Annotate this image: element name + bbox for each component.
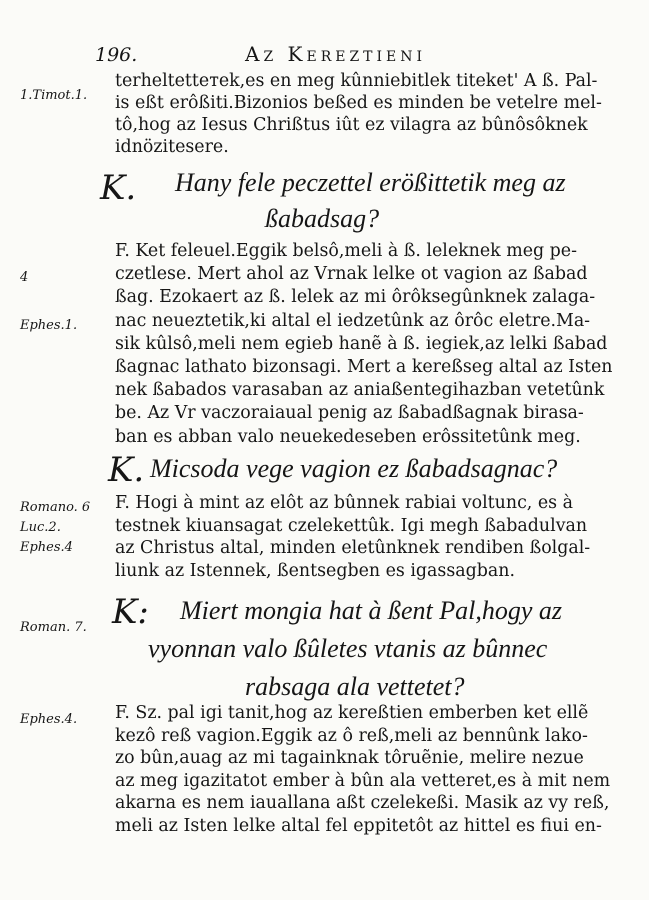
- margin-reference: Luc.2.: [20, 520, 61, 535]
- answer-line: F. Hogi à mint az elôt az bûnnek rabiai voltunc, es à: [115, 493, 573, 513]
- question-line: ßabadsag?: [265, 204, 380, 233]
- question-marker: K:: [112, 592, 149, 632]
- text-line: tô,hog az Iesus Chrißtus iût ez vilagra az bûnôsôknek: [115, 115, 588, 135]
- text-line: idnözitesere.: [115, 137, 229, 157]
- answer-line: nac neueztetik,ki altal el iedzetûnk az ôrôc eletre.Ma-: [115, 310, 591, 331]
- answer-line: be. Az Vr vaczoraiaual penig az ßabadßagnak birasa-: [115, 403, 584, 424]
- answer-line: sik kûlsô,meli nem egieb hanẽ à ß. iegiek,az lelki ßabad: [115, 333, 608, 354]
- margin-reference: Ephes.4.: [20, 712, 78, 727]
- answer-line: nek ßabados varasaban az aniaßentegihazban vetetûnk: [115, 380, 605, 401]
- answer-line: az Christus altal, minden eletûnknek rendiben ßolgal-: [115, 538, 591, 558]
- answer-line: zo bûn,auag az mi tagainknak tôruẽnie, melire nezue: [115, 748, 584, 768]
- margin-reference: 4: [20, 270, 29, 285]
- question-line: vyonnan valo ßûletes vtanis az bûnnec: [148, 634, 548, 663]
- question-line: Hany fele peczettel erößittetik meg az: [175, 168, 566, 197]
- text-line: is eßt erôßiti.Bizonios beßed es minden be vetelre mel-: [115, 93, 602, 113]
- answer-line: testnek kiuansagat czelekettûk. Igi megh ßabadulvan: [115, 515, 588, 536]
- page-header: [95, 38, 565, 68]
- question-line: rabsaga ala vettetet?: [245, 672, 465, 701]
- page-number: 196.: [95, 44, 138, 66]
- margin-reference: Ephes.4: [20, 540, 73, 555]
- question-marker: K.: [108, 450, 145, 490]
- answer-line: ban es abban valo neuekedeseben erôssitetûnk meg.: [115, 426, 581, 447]
- running-title: Az Kereztieni: [245, 42, 427, 66]
- margin-reference: Ephes.1.: [20, 318, 78, 333]
- answer-line: liunk az Istennek, ßentsegben es igassagban.: [115, 560, 515, 581]
- margin-reference: 1.Timot.1.: [20, 88, 88, 103]
- question-line: Miert mongia hat à ßent Pal,hogy az: [180, 596, 563, 625]
- answer-line: czetlese. Mert ahol az Vrnak lelke ot vagion az ßabad: [115, 264, 588, 285]
- answer-line: F. Sz. pal igi tanit,hog az kereßtien emberben ket ellẽ: [115, 703, 589, 723]
- answer-line: ßag. Ezokaert az ß. lelek az mi ôrôksegûnknek zalaga-: [115, 287, 596, 308]
- answer-line: ßagnac lathato bizonsagi. Mert a kereßseg altal az Isten: [115, 357, 613, 377]
- margin-reference: Romano. 6: [20, 500, 91, 515]
- margin-reference: Roman. 7.: [20, 620, 87, 635]
- text-line: terheltetteтek,es en meg kûnniebitlek titeket' A ß. Pal-: [115, 71, 598, 91]
- answer-line: kezô reß vagion.Eggik az ô reß,meli az bennûnk lako-: [115, 725, 588, 746]
- answer-line: F. Ket feleuel.Eggik belsô,meli à ß. leleknek meg pe-: [115, 241, 577, 261]
- question-line: Micsoda vege vagion ez ßabadsagnac?: [150, 454, 558, 483]
- answer-line: meli az Isten lelke altal fel eppitetôt az hittel es fiui en-: [115, 815, 602, 836]
- answer-line: akarna es nem iauallana aßt czelekeßi. Masik az vy reß,: [115, 793, 610, 813]
- answer-line: az meg igazitatot ember à bûn ala vetteret,es à mit nem: [115, 770, 611, 791]
- question-marker: K.: [100, 168, 137, 208]
